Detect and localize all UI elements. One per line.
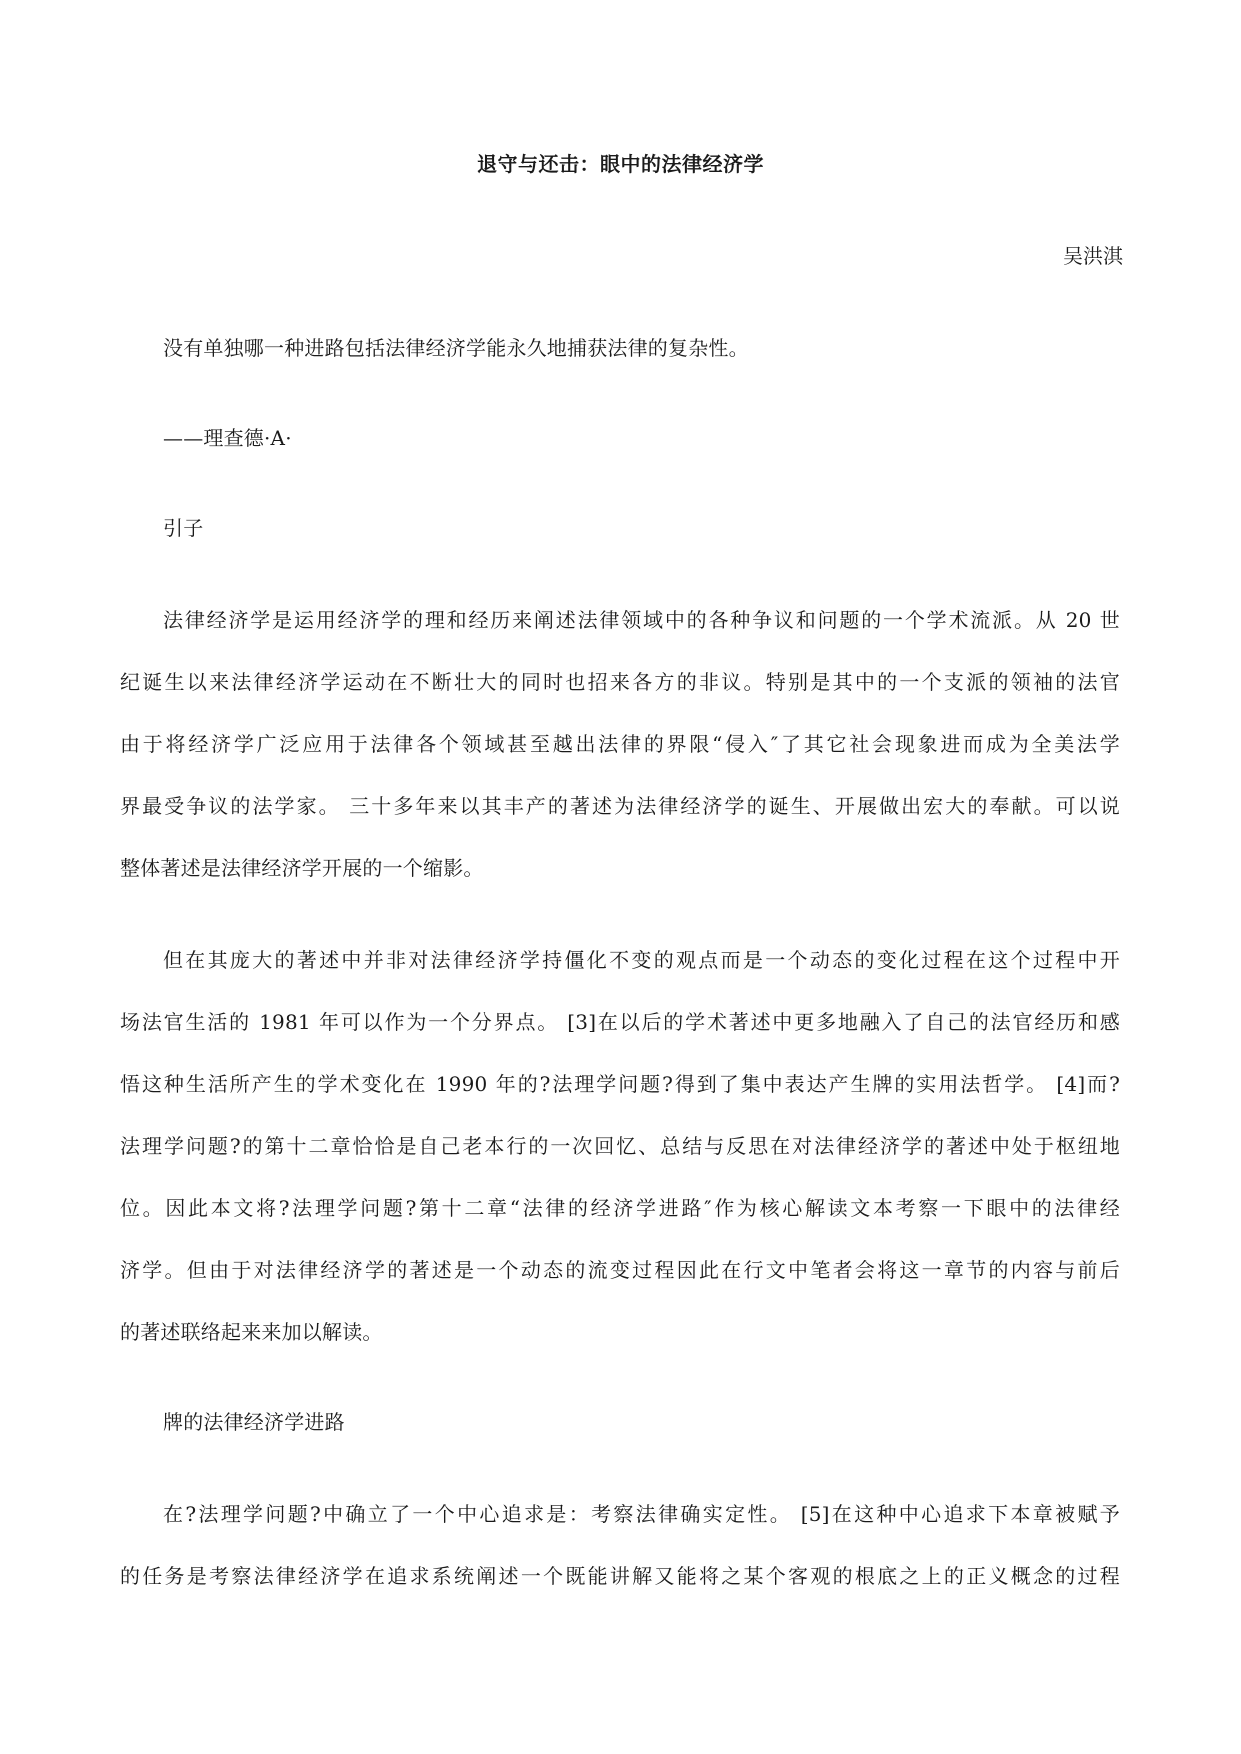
paragraph-1-line-4: 界最受争议的法学家。 三十多年来以其丰产的著述为法律经济学的诞生、开展做出宏大的奉献。可以说	[120, 794, 1120, 818]
paragraph-2-line-5: 位。因此本文将?法理学问题?第十二章“法律的经济学进路″作为核心解读文本考察一下眼中的法律经	[120, 1196, 1120, 1220]
document-title: 退守与还击：眼中的法律经济学	[477, 152, 764, 176]
paragraph-2-line-1: 但在其庞大的著述中并非对法律经济学持僵化不变的观点而是一个动态的变化过程在这个过程中开	[163, 948, 1120, 972]
paragraph-2-line-6: 济学。但由于对法律经济学的著述是一个动态的流变过程因此在行文中笔者会将这一章节的内容与前后	[120, 1258, 1120, 1282]
section-heading-1: 牌的法律经济学进路	[163, 1410, 345, 1434]
paragraph-1-line-3: 由于将经济学广泛应用于法律各个领域甚至越出法律的界限“侵入″了其它社会现象进而成为全美法学	[120, 732, 1120, 756]
paragraph-1-line-2: 纪诞生以来法律经济学运动在不断壮大的同时也招来各方的非议。特别是其中的一个支派的领袖的法官	[120, 670, 1120, 694]
paragraph-2-line-3: 悟这种生活所产生的学术变化在 1990 年的?法理学问题?得到了集中表达产生牌的实用法哲学。 [4]而?	[120, 1072, 1120, 1096]
paragraph-3-line-1: 在?法理学问题?中确立了一个中心追求是：考察法律确实定性。 [5]在这种中心追求下本章被赋予	[163, 1502, 1120, 1526]
paragraph-2-line-2: 场法官生活的 1981 年可以作为一个分界点。 [3]在以后的学术著述中更多地融入了自己的法官经历和感	[120, 1010, 1120, 1034]
paragraph-2-line-7: 的著述联络起来来加以解读。	[120, 1320, 383, 1344]
epigraph-quote: 没有单独哪一种进路包括法律经济学能永久地捕获法律的复杂性。	[163, 336, 749, 360]
paragraph-1-line-1: 法律经济学是运用经济学的理和经历来阐述法律领域中的各种争议和问题的一个学术流派。从 20 世	[163, 608, 1120, 632]
document-author: 吴洪淇	[1063, 244, 1123, 268]
paragraph-2-line-4: 法理学问题?的第十二章恰恰是自己老本行的一次回忆、总结与反思在对法律经济学的著述中处于枢纽地	[120, 1134, 1120, 1158]
paragraph-3-line-2: 的任务是考察法律经济学在追求系统阐述一个既能讲解又能将之某个客观的根底之上的正义概念的过程	[120, 1564, 1120, 1588]
paragraph-1-line-5: 整体著述是法律经济学开展的一个缩影。	[120, 856, 484, 880]
epigraph-attribution: ——理查德·A·	[163, 426, 292, 450]
section-heading-intro: 引子	[163, 516, 204, 540]
